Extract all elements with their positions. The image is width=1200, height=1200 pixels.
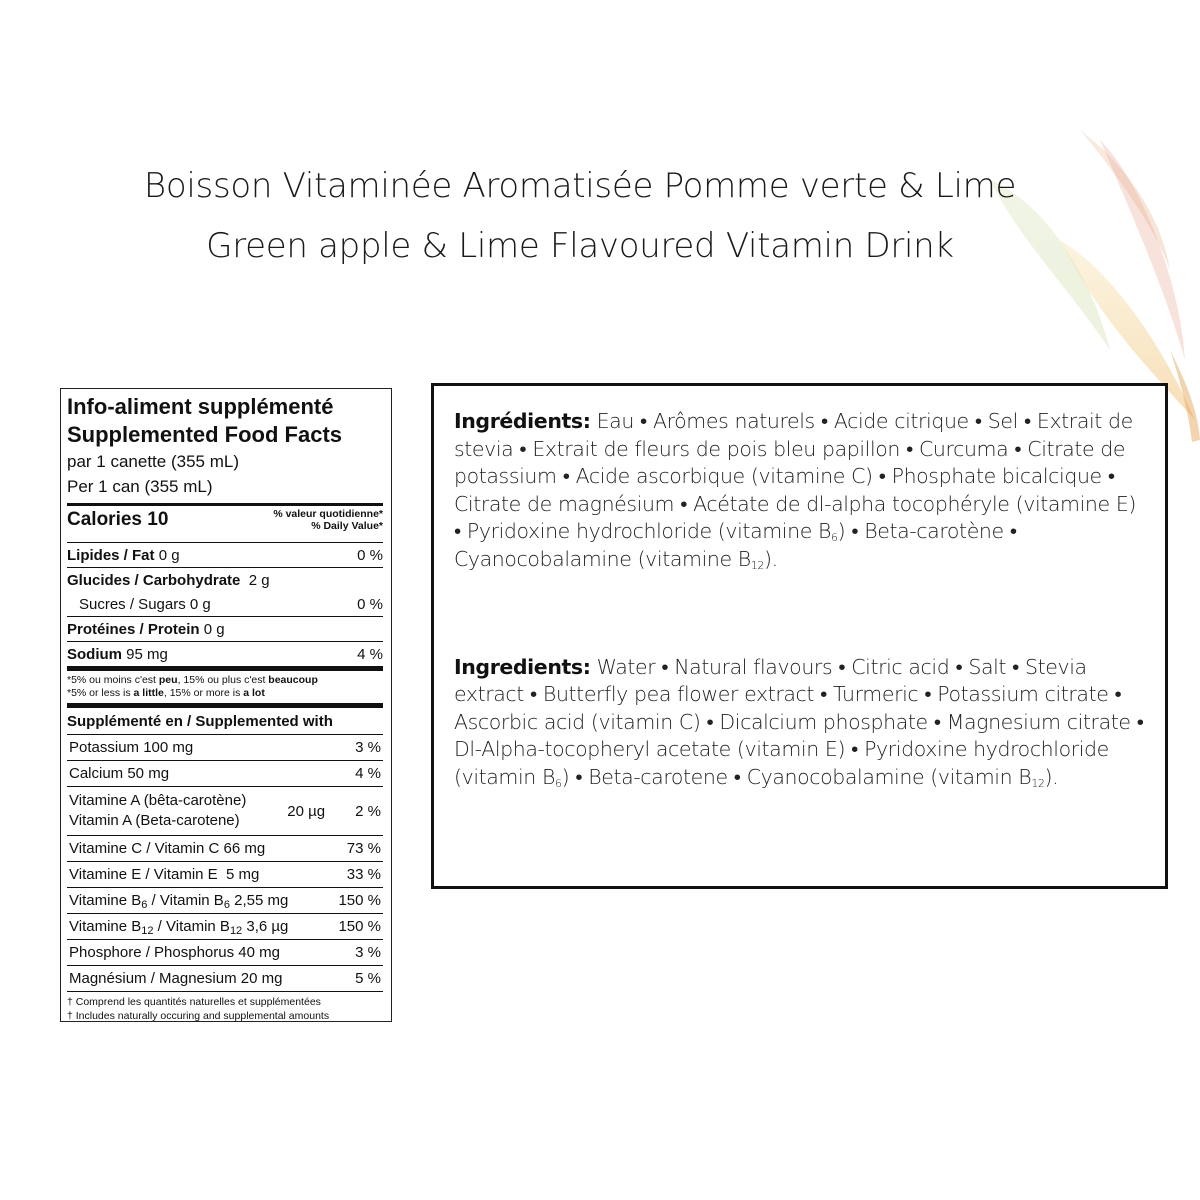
nutrient-label: Sucres / Sugars [79, 595, 186, 613]
daily-value-header-en: % Daily Value* [311, 520, 383, 532]
nutrient-label: Sodium [67, 645, 122, 663]
supplement-label: Potassium 100 mg [69, 739, 194, 756]
nutrient-label: Protéines / Protein [67, 620, 200, 638]
nutrient-dv: 0 % [357, 546, 383, 564]
serving-size-fr: par 1 canette (355 mL) [67, 452, 239, 471]
nutrient-amount: 95 mg [126, 645, 168, 663]
supplement-dv: 3 % [355, 944, 381, 961]
supplement-label-en: Vitamin A (Beta-carotene) [69, 812, 240, 829]
supplement-label: Vitamine E / Vitamin E 5 mg [69, 866, 260, 883]
supplement-label: Phosphore / Phosphorus 40 mg [69, 944, 280, 961]
nutrient-amount: 2 g [248, 571, 270, 589]
product-title-en: Green apple & Lime Flavoured Vitamin Drink [206, 226, 954, 266]
nutrient-row-sodium [67, 642, 383, 666]
supplement-dv: 5 % [355, 970, 381, 987]
supplement-footnote [67, 991, 383, 1023]
supplement-dv: 33 % [346, 866, 381, 883]
supplement-row-vitamin-b12 [67, 913, 383, 939]
daily-value-header [273, 508, 383, 532]
supplement-row-magnesium [67, 965, 383, 991]
product-title-fr: Boisson Vitaminée Aromatisée Pomme verte & Lime [143, 166, 1017, 206]
footnote-fr: *5% ou moins c'est peu, 15% ou plus c'est beaucoup [67, 674, 318, 686]
nutrient-amount: 0 g [158, 546, 180, 564]
supplement-dv: 4 % [355, 765, 381, 782]
nutrient-dv: 0 % [357, 595, 383, 613]
nutrient-row-sugars [67, 592, 383, 616]
supplement-label-fr: Vitamine A (bêta-carotène) [69, 792, 247, 809]
nutrient-amount: 0 g [189, 595, 211, 613]
nutrient-row-carbohydrate [67, 568, 383, 592]
supplement-row-calcium [67, 760, 383, 786]
calories-value: Calories 10 [67, 509, 169, 530]
supplement-row-potassium [67, 734, 383, 760]
supplement-dv: 2 % [355, 802, 381, 820]
nutrient-amount: 0 g [203, 620, 225, 638]
supplement-label: Calcium 50 mg [69, 765, 170, 782]
supplement-dv: 150 % [338, 892, 381, 909]
nutrient-dv: 4 % [357, 645, 383, 663]
supplement-label: Magnésium / Magnesium 20 mg [69, 970, 283, 987]
nutrition-title-fr: Info-aliment supplémenté [67, 394, 334, 419]
ingredients-fr: Ingrédients: Eau • Arômes naturels • Acide citrique • Sel • Extrait de stevia • Extrait de fleurs de pois bleu papillon • Curcuma • Citrate de potassium • Acide ascorbique (vitamine C) • Phosphate bicalcique • Citrate de magnésium • Acétate de dl-alpha tocophéryle (vitamine E) • Pyridoxine hydrochloride (vitamine $B_6$) • Beta-carotène • Cyanocobalamine (vitamine $B_{12}$). [454, 409, 1136, 572]
supplement-amount: 20 µg [287, 802, 326, 820]
supplement-label: Vitamine C / Vitamin C 66 mg [69, 840, 266, 857]
supplement-dv: 73 % [346, 840, 381, 857]
nutrient-label: Lipides / Fat [67, 546, 155, 564]
ingredients-label-en: Ingredients: [454, 654, 591, 679]
supplement-label [69, 791, 246, 831]
nutrition-title-en: Supplemented Food Facts [67, 422, 343, 447]
ingredients-en: Ingredients: Water • Natural flavours • Citric acid • Salt • Stevia extract • Butterfly pea flower extract • Turmeric • Potassium citrate • Ascorbic acid (vitamin C) • Dicalcium phosphate • Magnesium citrate • Dl-Alpha-tocopheryl acetate (vitamin E) • Pyridoxine hydrochloride (vitamin $B_6$) • Beta-carotene • Cyanocobalamine (vitamin $B_{12}$). [454, 654, 1144, 790]
nutrient-label: Glucides / Carbohydrate [67, 571, 241, 589]
nutrient-row-protein [67, 617, 383, 641]
supplement-footnote-fr: † Comprend les quantités naturelles et supplémentées [67, 996, 321, 1008]
supplement-row-vitamin-c [67, 835, 383, 861]
supplement-row-phosphorus [67, 939, 383, 965]
serving-size-en: Per 1 can (355 mL) [67, 477, 213, 496]
footnote-en: *5% or less is a little, 15% or more is a lot [67, 687, 265, 699]
supplemented-with-heading: Supplémenté en / Supplemented with [67, 712, 333, 730]
supplement-dv: 3 % [355, 739, 381, 756]
nutrition-facts-panel [60, 388, 392, 1022]
ingredients-label-fr: Ingrédients: [454, 409, 591, 433]
supplement-footnote-en: † Includes naturally occuring and supplemental amounts [67, 1010, 330, 1022]
supplement-row-vitamin-b6 [67, 887, 383, 913]
daily-value-header-fr: % valeur quotidienne* [273, 508, 383, 520]
nutrient-row-fat [67, 543, 383, 567]
daily-value-footnote [67, 671, 383, 703]
supplement-dv: 150 % [338, 918, 381, 935]
ingredients-box [431, 383, 1168, 889]
supplement-row-vitamin-a [67, 786, 383, 835]
supplement-label: Vitamine $B_6$ / Vitamin $B_6$ 2,55 mg [69, 892, 289, 911]
supplement-label: Vitamine $B_{12}$ / Vitamin $B_{12}$ 3,6 µg [69, 918, 289, 937]
supplement-row-vitamin-e [67, 861, 383, 887]
calories-row [67, 506, 383, 542]
